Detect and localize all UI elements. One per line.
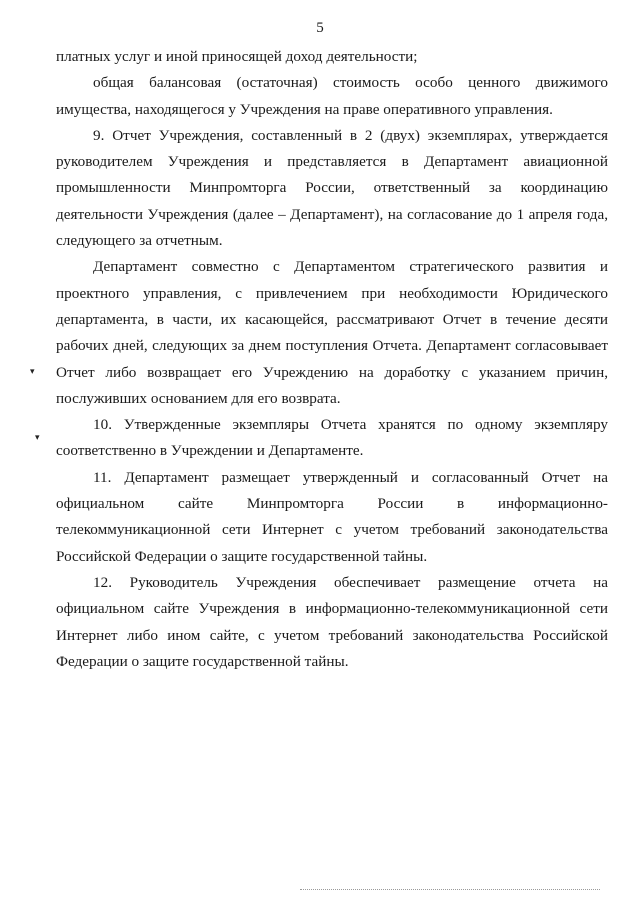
page-number: 5 <box>316 20 324 36</box>
text-line: платных услуг и иной приносящей доход деятельности; <box>56 48 418 65</box>
text-line: 10. Утвержденные экземпляры Отчета хранятся по одному экземпляру <box>93 416 608 434</box>
scan-artifact-dots <box>300 889 600 891</box>
text-line: 11. Департамент размещает утвержденный и согласованный Отчет на <box>93 468 608 486</box>
text-line: проектного управления, с привлечением при необходимости Юридического <box>56 284 608 302</box>
text-line: имущества, находящегося у Учреждения на праве оперативного управления. <box>56 100 553 118</box>
text-line: Интернет либо ином сайте, с учетом требований законодательства Российской <box>56 626 608 644</box>
text-line: 9. Отчет Учреждения, составленный в 2 (двух) экземплярах, утверждается <box>93 126 608 144</box>
text-line: официальном сайте Минпромторга России в информационно- <box>56 495 608 513</box>
text-line: Федерации о защите государственной тайны. <box>56 652 349 670</box>
text-line: департамента, в части, их касающейся, рассматривают Отчет в течение десяти <box>56 310 608 328</box>
margin-mark: ▾ <box>30 366 35 376</box>
paragraph <box>56 254 608 412</box>
text-line: соответственно в Учреждении и Департаменте. <box>56 442 364 460</box>
paragraph <box>56 570 608 675</box>
paragraph <box>56 412 608 465</box>
text-line: общая балансовая (остаточная) стоимость особо ценного движимого <box>93 74 608 92</box>
paragraph <box>56 44 608 70</box>
text-line: промышленности Минпромторга России, ответственный за координацию <box>56 179 608 197</box>
text-line: деятельности Учреждения (далее – Департамент), на согласование до 1 апреля года, <box>56 205 608 223</box>
paragraph <box>56 70 608 123</box>
text-line: послуживших основанием для его возврата. <box>56 389 341 407</box>
text-line: рабочих дней, следующих за днем поступления Отчета. Департамент согласовывает <box>56 337 608 355</box>
paragraph <box>56 123 608 254</box>
document-body <box>56 44 608 675</box>
text-line: руководителем Учреждения и представляется в Департамент авиационной <box>56 153 608 171</box>
margin-mark: ▾ <box>35 432 40 442</box>
text-line: Департамент совместно с Департаментом стратегического развития и <box>93 258 608 276</box>
text-line: телекоммуникационной сети Интернет с учетом требований законодательства <box>56 521 608 539</box>
text-line: официальном сайте Учреждения в информационно-телекоммуникационной сети <box>56 600 608 618</box>
text-line: Российской Федерации о защите государственной тайны. <box>56 547 428 565</box>
text-line: 12. Руководитель Учреждения обеспечивает размещение отчета на <box>93 573 608 591</box>
paragraph <box>56 465 608 570</box>
text-line: следующего за отчетным. <box>56 232 223 250</box>
text-line: Отчет либо возвращает его Учреждению на доработку с указанием причин, <box>56 363 608 381</box>
